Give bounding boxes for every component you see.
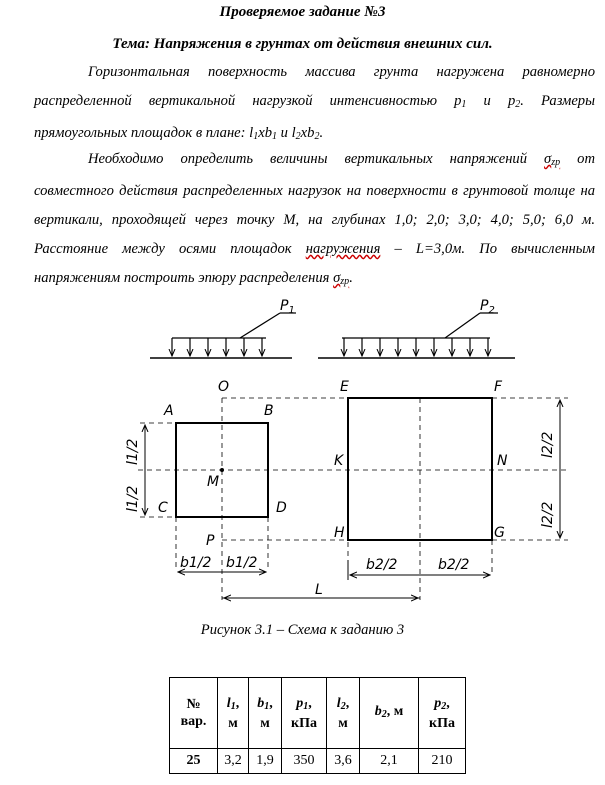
text: – L=3,0м. По вычисленным напряжениям построить эпюру распределения <box>34 241 595 286</box>
text: b <box>374 704 382 719</box>
text: p <box>434 695 442 711</box>
unit: м <box>228 715 238 731</box>
text: и l <box>277 125 296 141</box>
subscript: 2 <box>441 700 447 712</box>
cell-p1: 350 <box>282 749 327 774</box>
subscript: 2 <box>295 131 301 142</box>
cell-l2: 3,6 <box>327 749 360 774</box>
text: . Размеры прямоугольных площадок в плане: l <box>34 93 595 141</box>
header-l2: l2, м <box>327 678 360 749</box>
load-p2-label <box>480 298 495 316</box>
text: Горизонтальная поверхность массива грунта нагружена равномерно распределенной вертикальной нагрузкой интенсивностью p <box>34 64 595 109</box>
label-n: N <box>497 453 508 469</box>
label-c: C <box>158 500 168 516</box>
text: l <box>226 695 231 711</box>
subscript: 2 <box>381 709 387 720</box>
subscript: 1 <box>288 305 295 316</box>
subscript: 2 <box>515 99 521 110</box>
load-p2-diagram <box>318 313 515 358</box>
subscript: zp <box>551 157 561 168</box>
header-p1: p1, кПа <box>282 678 327 749</box>
text: . <box>319 125 324 141</box>
label-f: F <box>494 379 503 395</box>
dim-b2-half-left: b2/2 <box>366 557 398 573</box>
subscript: 1 <box>264 700 270 712</box>
text: b <box>257 695 265 711</box>
unit: , м <box>386 704 404 719</box>
text: вар. <box>180 714 207 729</box>
label: P <box>480 298 489 314</box>
cell-b1: 1,9 <box>249 749 282 774</box>
dim-l2-half-top: l2/2 <box>540 431 556 458</box>
dim-l-distance: L <box>315 582 323 598</box>
subscript: 1 <box>461 99 467 110</box>
label-g: G <box>494 525 505 541</box>
text: xb <box>300 125 315 141</box>
label-o: O <box>218 379 230 395</box>
text: l <box>336 695 341 711</box>
task-title: Проверяемое задание №3 <box>219 4 386 20</box>
label-k: K <box>334 453 344 469</box>
sigma: σ <box>544 151 552 167</box>
header-b2 <box>360 678 419 749</box>
table-row <box>170 749 466 774</box>
subscript: 2 <box>488 305 495 316</box>
task-topic: Тема: Напряжения в грунтах от действия внешних сил. <box>112 36 493 52</box>
subscript: 2 <box>340 700 346 712</box>
sigma: σ <box>333 270 341 286</box>
unit: м <box>338 715 348 731</box>
text: от совместного действия распределенных нагрузок на поверхности в грунтовой толще на вертикали, проходящей через точку М, на глубинах 1,0; 2,0; 3,0; 4,0; 5,0; 6,0 м. Расстояние между осями площадок <box>34 151 595 257</box>
text: p <box>296 695 304 711</box>
point-m-marker <box>220 468 224 472</box>
text: Необходимо определить величины вертикальных напряжений <box>88 151 545 167</box>
subscript: 1 <box>272 131 278 142</box>
label-d: D <box>276 500 287 516</box>
unit: кПа <box>429 715 455 731</box>
label-a: A <box>164 403 174 419</box>
cell-b2: 2,1 <box>360 749 419 774</box>
header-l1: l1, м <box>218 678 249 749</box>
dim-b1-half-left: b1/2 <box>180 555 212 571</box>
figure-caption: Рисунок 3.1 – Схема к заданию 3 <box>200 622 405 638</box>
text: . <box>349 270 353 286</box>
text: xb <box>258 125 273 141</box>
dim-b1-half-right: b1/2 <box>226 555 258 571</box>
subscript: 1 <box>303 700 309 712</box>
dim-l1-half-bottom: l1/2 <box>125 485 141 512</box>
label: P <box>280 298 289 314</box>
variant-table <box>169 677 466 774</box>
cell-p2: 210 <box>419 749 466 774</box>
label-m: M <box>207 474 220 490</box>
cell-l1: 3,2 <box>218 749 249 774</box>
label-e: E <box>340 379 349 395</box>
unit: кПа <box>291 715 317 731</box>
cell-variant: 25 <box>170 749 218 774</box>
unit: м <box>260 715 270 731</box>
subscript: 2 <box>314 131 320 142</box>
dim-l1-half-top: l1/2 <box>125 438 141 465</box>
header-variant <box>170 678 218 749</box>
label-h: H <box>334 525 345 541</box>
label-b: B <box>264 403 274 419</box>
load-p1-diagram <box>150 313 296 358</box>
subscript: zp <box>340 276 350 287</box>
dim-b2-half-right: b2/2 <box>438 557 470 573</box>
load-p1-label <box>280 298 295 316</box>
table-header-row <box>170 678 466 749</box>
header-b1: b1, м <box>249 678 282 749</box>
text: № <box>186 697 201 712</box>
dim-l2-half-bottom: l2/2 <box>540 501 556 528</box>
loading-word: нагружения <box>305 241 381 257</box>
subscript: 1 <box>230 700 236 712</box>
label-p: P <box>206 533 215 549</box>
text: и p <box>466 93 516 109</box>
header-p2: p2, кПа <box>419 678 466 749</box>
subscript: 1 <box>253 131 259 142</box>
